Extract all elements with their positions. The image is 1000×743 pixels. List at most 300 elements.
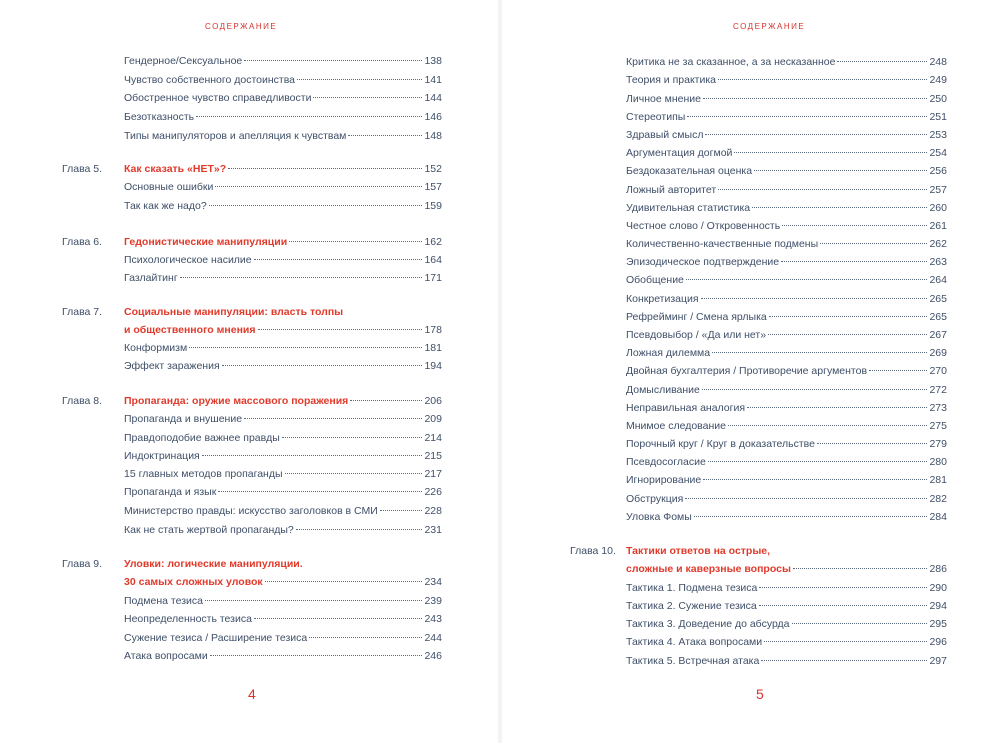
entry-title: Тактика 1. Подмена тезиса <box>626 582 758 594</box>
dot-leader <box>196 116 422 117</box>
toc-entry <box>626 126 947 144</box>
entry-title: Атака вопросами <box>124 650 208 662</box>
dot-leader <box>718 189 927 190</box>
entry-page-number: 138 <box>424 55 442 67</box>
entry-title: Индоктринация <box>124 450 200 462</box>
toc-entry <box>626 453 947 471</box>
toc-entry <box>124 483 442 501</box>
toc-entry <box>124 410 442 428</box>
entry-page-number: 214 <box>424 432 442 444</box>
toc-entry <box>124 357 442 375</box>
toc-row <box>62 502 442 520</box>
toc-entry <box>124 89 442 107</box>
dot-leader <box>728 425 927 426</box>
dot-leader <box>782 225 927 226</box>
entry-page-number: 244 <box>424 632 442 644</box>
toc-entry <box>626 90 947 108</box>
toc-row <box>570 217 947 235</box>
dot-leader <box>792 623 928 624</box>
entry-title: Чувство собственного достоинства <box>124 74 296 86</box>
entry-page-number: 256 <box>929 165 947 177</box>
toc-row <box>570 344 947 362</box>
dot-leader <box>747 407 927 408</box>
toc-row <box>62 647 442 665</box>
toc-entry <box>124 610 442 628</box>
entry-page-number: 144 <box>424 92 442 104</box>
dot-leader <box>285 473 423 474</box>
dot-leader <box>712 352 927 353</box>
dot-leader <box>820 243 927 244</box>
dot-leader <box>297 79 422 80</box>
toc-row <box>570 235 947 253</box>
dot-leader <box>837 61 927 62</box>
toc-entry <box>626 399 947 417</box>
dot-leader <box>701 298 928 299</box>
toc-row <box>570 615 947 633</box>
entry-page-number: 243 <box>424 613 442 625</box>
dot-leader <box>289 241 422 242</box>
toc-entry <box>626 290 947 308</box>
toc-row <box>62 465 442 483</box>
dot-leader <box>189 347 422 348</box>
entry-page-number: 265 <box>929 311 947 323</box>
toc-row <box>62 592 442 610</box>
toc-chapter-row <box>62 160 442 178</box>
toc-row <box>570 126 947 144</box>
toc-entry <box>626 615 947 633</box>
entry-page-number: 296 <box>929 636 947 648</box>
chapter-label: Глава 10. <box>570 545 616 557</box>
toc-row <box>570 253 947 271</box>
entry-title: Основные ошибки <box>124 181 214 193</box>
toc-entry <box>626 560 947 578</box>
toc-entry <box>626 344 947 362</box>
chapter-label: Глава 9. <box>62 558 103 570</box>
toc-entry <box>626 652 947 670</box>
dot-leader <box>781 261 927 262</box>
dot-leader <box>180 277 423 278</box>
toc-row <box>570 308 947 326</box>
entry-title: Теория и практика <box>626 74 717 86</box>
toc-row <box>570 579 947 597</box>
dot-leader <box>380 510 423 511</box>
entry-page-number: 295 <box>929 618 947 630</box>
entry-page-number: 257 <box>929 184 947 196</box>
entry-title: Количественно-качественные подмены <box>626 238 819 250</box>
entry-page-number: 231 <box>424 524 442 536</box>
entry-title: Тактики ответов на острые, <box>626 545 771 557</box>
entry-title: Обостренное чувство справедливости <box>124 92 312 104</box>
toc-entry <box>626 490 947 508</box>
entry-title: Тактика 2. Сужение тезиса <box>626 600 757 612</box>
entry-page-number: 294 <box>929 600 947 612</box>
page-number: 4 <box>248 686 256 702</box>
entry-page-number: 194 <box>424 360 442 372</box>
toc-row <box>570 399 947 417</box>
entry-title: Домысливание <box>626 384 700 396</box>
chapter-label: Глава 7. <box>62 306 103 318</box>
entry-page-number: 141 <box>424 74 442 86</box>
entry-title: Мнимое следование <box>626 420 726 432</box>
toc-row <box>62 629 442 647</box>
toc-row <box>570 108 947 126</box>
dot-leader <box>702 389 928 390</box>
entry-title: Психологическое насилие <box>124 254 252 266</box>
entry-title: Личное мнение <box>626 93 701 105</box>
toc-entry <box>124 269 442 287</box>
toc-chapter-row <box>570 560 947 578</box>
toc-row <box>570 71 947 89</box>
toc-entry <box>626 108 947 126</box>
entry-page-number: 270 <box>929 365 947 377</box>
entry-title: Конкретизация <box>626 293 699 305</box>
dot-leader <box>244 60 422 61</box>
entry-page-number: 164 <box>424 254 442 266</box>
toc-entry <box>626 235 947 253</box>
entry-title: Уловки: логические манипуляции. <box>124 558 303 570</box>
toc-row <box>62 447 442 465</box>
entry-title: Обструкция <box>626 493 684 505</box>
dot-leader <box>703 98 927 99</box>
entry-page-number: 253 <box>929 129 947 141</box>
entry-title: Эффект заражения <box>124 360 220 372</box>
entry-page-number: 181 <box>424 342 442 354</box>
dot-leader <box>282 437 423 438</box>
entry-title: Конформизм <box>124 342 188 354</box>
dot-leader <box>205 600 423 601</box>
toc-entry <box>626 144 947 162</box>
toc-entry <box>626 271 947 289</box>
entry-title: и общественного мнения <box>124 324 256 336</box>
toc-row <box>62 610 442 628</box>
dot-leader <box>761 660 927 661</box>
toc-row <box>570 435 947 453</box>
entry-page-number: 217 <box>424 468 442 480</box>
entry-page-number: 215 <box>424 450 442 462</box>
dot-leader <box>296 529 423 530</box>
toc-entry <box>626 597 947 615</box>
toc-entry <box>124 429 442 447</box>
entry-page-number: 290 <box>929 582 947 594</box>
toc-chapter-row <box>62 392 442 410</box>
entry-page-number: 273 <box>929 402 947 414</box>
toc-row <box>570 652 947 670</box>
dot-leader <box>759 605 928 606</box>
entry-page-number: 260 <box>929 202 947 214</box>
toc-entry <box>626 633 947 651</box>
dot-leader <box>215 186 422 187</box>
chapter-label: Глава 5. <box>62 163 103 175</box>
entry-title: Эпизодическое подтверждение <box>626 256 780 268</box>
entry-page-number: 284 <box>929 511 947 523</box>
toc-chapter-row <box>62 555 442 573</box>
toc-row <box>570 199 947 217</box>
entry-page-number: 246 <box>424 650 442 662</box>
toc-row <box>62 52 442 70</box>
entry-title: Тактика 5. Встречная атака <box>626 655 760 667</box>
entry-page-number: 264 <box>929 274 947 286</box>
dot-leader <box>734 152 927 153</box>
toc-row <box>62 521 442 539</box>
toc-entry <box>626 253 947 271</box>
toc-chapter-row <box>570 542 947 560</box>
entry-title: Удивительная статистика <box>626 202 751 214</box>
toc-entry <box>626 199 947 217</box>
entry-title: Типы манипуляторов и апелляция к чувствам <box>124 130 347 142</box>
entry-title: Министерство правды: искусство заголовков в СМИ <box>124 505 378 517</box>
toc-entry <box>626 53 947 71</box>
dot-leader <box>254 618 423 619</box>
entry-title: Подмена тезиса <box>124 595 203 607</box>
dot-leader <box>209 205 423 206</box>
toc-entry <box>124 251 442 269</box>
toc-row <box>570 381 947 399</box>
toc-entry <box>626 181 947 199</box>
entry-title: Пропаганда: оружие массового поражения <box>124 395 349 407</box>
toc-entry <box>124 447 442 465</box>
dot-leader <box>202 455 423 456</box>
entry-page-number: 281 <box>929 474 947 486</box>
toc-entry <box>124 629 442 647</box>
entry-title: Пропаганда и внушение <box>124 413 243 425</box>
toc-row <box>62 269 442 287</box>
entry-title: Неопределенность тезиса <box>124 613 252 625</box>
dot-leader <box>703 479 927 480</box>
entry-page-number: 239 <box>424 595 442 607</box>
toc-entry <box>124 233 442 251</box>
toc-entry <box>626 579 947 597</box>
toc-row <box>570 453 947 471</box>
toc-entry <box>124 573 442 591</box>
dot-leader <box>309 637 422 638</box>
entry-page-number: 226 <box>424 486 442 498</box>
dot-leader <box>258 329 423 330</box>
toc-row <box>570 597 947 615</box>
dot-leader <box>350 400 422 401</box>
toc-entry <box>626 435 947 453</box>
entry-page-number: 254 <box>929 147 947 159</box>
toc-chapter-row <box>62 303 442 321</box>
toc-entry <box>124 592 442 610</box>
entry-title: Пропаганда и язык <box>124 486 217 498</box>
entry-title: Аргументация догмой <box>626 147 733 159</box>
dot-leader <box>210 655 423 656</box>
toc-row <box>62 339 442 357</box>
entry-page-number: 250 <box>929 93 947 105</box>
entry-title: Неправильная аналогия <box>626 402 746 414</box>
entry-title: Обобщение <box>626 274 684 286</box>
toc-entry <box>124 465 442 483</box>
entry-title: Тактика 4. Атака вопросами <box>626 636 763 648</box>
entry-title: Как не стать жертвой пропаганды? <box>124 524 294 536</box>
toc-entry <box>124 127 442 145</box>
entry-title: Порочный круг / Круг в доказательстве <box>626 438 815 450</box>
toc-row <box>570 633 947 651</box>
toc-row <box>62 71 442 89</box>
dot-leader <box>218 491 422 492</box>
toc-row <box>570 508 947 526</box>
toc-entry <box>124 339 442 357</box>
toc-row <box>570 290 947 308</box>
toc-row <box>570 144 947 162</box>
entry-title: Гендерное/Сексуальное <box>124 55 243 67</box>
toc-row <box>62 127 442 145</box>
entry-page-number: 267 <box>929 329 947 341</box>
right-page <box>500 0 1000 743</box>
entry-page-number: 159 <box>424 200 442 212</box>
dot-leader <box>708 461 928 462</box>
toc-entry <box>626 381 947 399</box>
entry-title: 15 главных методов пропаганды <box>124 468 283 480</box>
entry-title: Критика не за сказанное, а за несказанное <box>626 56 836 68</box>
toc-entry <box>124 502 442 520</box>
dot-leader <box>265 581 423 582</box>
entry-page-number: 178 <box>424 324 442 336</box>
toc-entry <box>124 197 442 215</box>
dot-leader <box>768 334 927 335</box>
toc-row <box>62 108 442 126</box>
toc-entry <box>626 308 947 326</box>
entry-title: Социальные манипуляции: власть толпы <box>124 306 344 318</box>
toc-entry <box>626 417 947 435</box>
toc-row <box>62 483 442 501</box>
entry-page-number: 157 <box>424 181 442 193</box>
entry-title: Газлайтинг <box>124 272 178 284</box>
toc-row <box>570 362 947 380</box>
entry-page-number: 279 <box>929 438 947 450</box>
toc-row <box>570 417 947 435</box>
toc-row <box>570 271 947 289</box>
entry-page-number: 206 <box>424 395 442 407</box>
entry-page-number: 248 <box>929 56 947 68</box>
page-number: 5 <box>756 686 764 702</box>
toc-row <box>62 251 442 269</box>
entry-title: Игнорирование <box>626 474 702 486</box>
toc-entry <box>626 71 947 89</box>
entry-title: 30 самых сложных уловок <box>124 576 263 588</box>
dot-leader <box>694 516 928 517</box>
entry-title: Правдоподобие важнее правды <box>124 432 280 444</box>
dot-leader <box>718 79 927 80</box>
toc-row <box>62 178 442 196</box>
entry-title: Честное слово / Откровенность <box>626 220 781 232</box>
dot-leader <box>686 279 928 280</box>
toc-entry <box>124 178 442 196</box>
dot-leader <box>817 443 927 444</box>
entry-title: Рефрейминг / Смена ярлыка <box>626 311 767 323</box>
dot-leader <box>754 170 927 171</box>
entry-page-number: 275 <box>929 420 947 432</box>
entry-page-number: 171 <box>424 272 442 284</box>
dot-leader <box>348 135 422 136</box>
toc-row <box>570 471 947 489</box>
entry-page-number: 280 <box>929 456 947 468</box>
entry-title: Ложный авторитет <box>626 184 717 196</box>
toc-row <box>570 490 947 508</box>
entry-page-number: 263 <box>929 256 947 268</box>
dot-leader <box>705 134 927 135</box>
toc-row <box>570 90 947 108</box>
toc-entry <box>124 71 442 89</box>
entry-page-number: 146 <box>424 111 442 123</box>
entry-title: Двойная бухгалтерия / Противоречие аргументов <box>626 365 868 377</box>
entry-page-number: 228 <box>424 505 442 517</box>
entry-page-number: 269 <box>929 347 947 359</box>
entry-title: Псевдовыбор / «Да или нет» <box>626 329 767 341</box>
toc-chapter-row <box>62 321 442 339</box>
toc-entry <box>124 647 442 665</box>
toc-entry <box>124 160 442 178</box>
entry-title: Гедонистические манипуляции <box>124 236 288 248</box>
dot-leader <box>685 498 927 499</box>
entry-page-number: 286 <box>929 563 947 575</box>
dot-leader <box>313 97 422 98</box>
entry-title: Безотказность <box>124 111 195 123</box>
dot-leader <box>222 365 423 366</box>
toc-entry <box>124 321 442 339</box>
entry-page-number: 152 <box>424 163 442 175</box>
toc-row <box>570 162 947 180</box>
toc-entry <box>124 108 442 126</box>
entry-page-number: 265 <box>929 293 947 305</box>
toc-row <box>570 326 947 344</box>
entry-title: Уловка Фомы <box>626 511 692 523</box>
entry-title: Как сказать «НЕТ»? <box>124 163 227 175</box>
entry-page-number: 262 <box>929 238 947 250</box>
toc-chapter-row <box>62 573 442 591</box>
entry-page-number: 162 <box>424 236 442 248</box>
entry-page-number: 297 <box>929 655 947 667</box>
chapter-label: Глава 8. <box>62 395 103 407</box>
entry-title: Псевдосогласие <box>626 456 706 468</box>
toc-row <box>570 181 947 199</box>
toc-row <box>62 429 442 447</box>
entry-page-number: 249 <box>929 74 947 86</box>
toc-row <box>62 89 442 107</box>
toc-entry <box>124 392 442 410</box>
chapter-label: Глава 6. <box>62 236 103 248</box>
entry-title: Стереотипы <box>626 111 686 123</box>
toc-entry <box>124 521 442 539</box>
toc-entry <box>626 508 947 526</box>
dot-leader <box>869 370 927 371</box>
dot-leader <box>687 116 927 117</box>
entry-page-number: 261 <box>929 220 947 232</box>
entry-page-number: 234 <box>424 576 442 588</box>
toc-row <box>570 53 947 71</box>
toc-entry <box>626 362 947 380</box>
toc-row <box>62 357 442 375</box>
dot-leader <box>769 316 928 317</box>
entry-title: Бездоказательная оценка <box>626 165 753 177</box>
dot-leader <box>228 168 422 169</box>
toc-entry <box>626 326 947 344</box>
entry-title: Тактика 3. Доведение до абсурда <box>626 618 790 630</box>
entry-title: Ложная дилемма <box>626 347 711 359</box>
dot-leader <box>244 418 422 419</box>
toc-entry <box>124 52 442 70</box>
entry-page-number: 282 <box>929 493 947 505</box>
toc-entry <box>626 217 947 235</box>
entry-page-number: 272 <box>929 384 947 396</box>
entry-page-number: 251 <box>929 111 947 123</box>
dot-leader <box>759 587 927 588</box>
entry-page-number: 209 <box>424 413 442 425</box>
entry-page-number: 148 <box>424 130 442 142</box>
dot-leader <box>254 259 423 260</box>
toc-entry <box>626 471 947 489</box>
toc-row <box>62 410 442 428</box>
